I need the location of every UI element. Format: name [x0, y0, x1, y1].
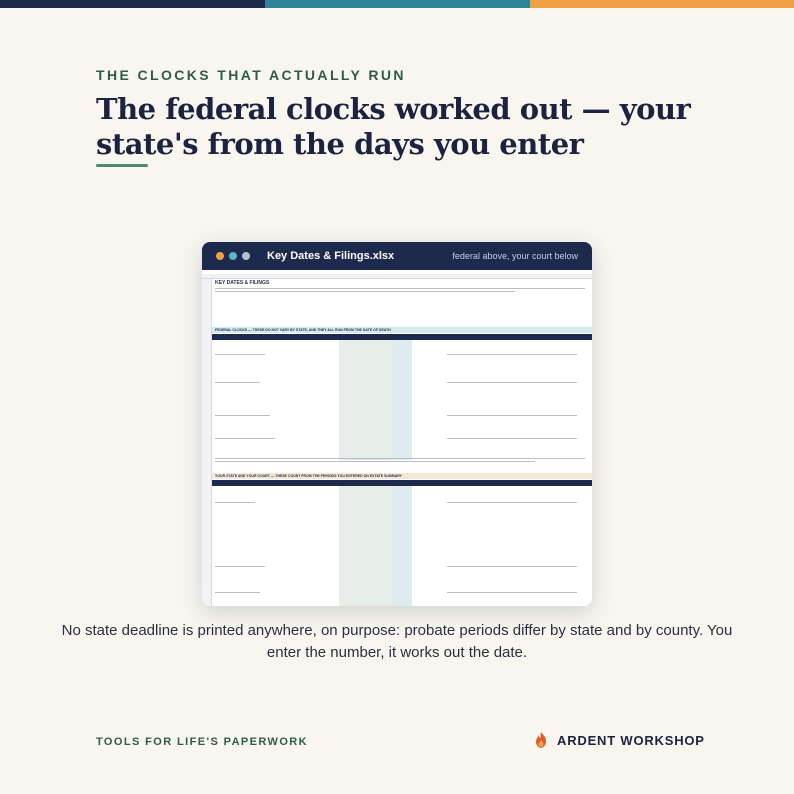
brand-name: ARDENT WORKSHOP: [557, 732, 705, 748]
window-title: Key Dates & Filings.xlsx: [267, 250, 395, 262]
table-row: [447, 592, 577, 593]
flame-icon: [533, 731, 549, 749]
page-headline: The federal clocks worked out — your state's from the days you enter: [96, 92, 691, 161]
row-numbers: [202, 279, 212, 606]
sheet-title: KEY DATES & FILINGS: [215, 280, 270, 286]
column-headers: [202, 274, 592, 279]
table-row: [215, 502, 255, 503]
brand-lockup: [533, 731, 705, 749]
table-row: [215, 438, 275, 439]
table-row: [447, 382, 577, 383]
state-days-column: [392, 486, 412, 606]
spreadsheet-window: [202, 242, 592, 606]
caption-text: No state deadline is printed anywhere, on purpose: probate periods differ by state and by county. You enter the number, it works out the date.: [61, 622, 733, 661]
federal-section-heading: FEDERAL CLOCKS — THESE DO NOT VARY BY STATE, AND THEY ALL RUN FROM THE DATE OF DEATH: [215, 328, 391, 332]
close-dot-icon[interactable]: [216, 252, 224, 260]
eyebrow-label: THE CLOCKS THAT ACTUALLY RUN: [96, 67, 406, 83]
table-row: [215, 566, 265, 567]
window-title-bar: [202, 242, 592, 270]
table-row: [447, 415, 577, 416]
table-row: [447, 566, 577, 567]
sheet-intro-text: [215, 288, 585, 289]
table-row: [215, 382, 260, 383]
headline-underline: [96, 164, 148, 167]
table-row: [215, 354, 265, 355]
table-row: [215, 592, 260, 593]
table-row: [447, 438, 577, 439]
table-row: [215, 415, 270, 416]
top-bar-orange-segment: [530, 0, 794, 8]
footer-tagline: TOOLS FOR LIFE'S PAPERWORK: [96, 736, 308, 748]
table-row: [447, 354, 577, 355]
top-bar-teal-segment: [265, 0, 530, 8]
federal-days-column: [392, 340, 412, 460]
top-bar-navy-segment: [0, 0, 265, 8]
sheet-intro-text: [215, 291, 515, 292]
top-color-bar: [0, 0, 794, 8]
table-row: [447, 502, 577, 503]
state-section-heading: YOUR STATE AND YOUR COURT — THESE COUNT FROM THE PERIODS YOU ENTERED ON ESTATE SUMMARY: [215, 474, 403, 478]
minimize-dot-icon[interactable]: [229, 252, 237, 260]
spreadsheet-preview: [202, 270, 592, 606]
window-subtitle: federal above, your court below: [452, 251, 578, 261]
zoom-dot-icon[interactable]: [242, 252, 250, 260]
federal-note-text: [215, 461, 535, 462]
federal-note-text: [215, 458, 585, 459]
